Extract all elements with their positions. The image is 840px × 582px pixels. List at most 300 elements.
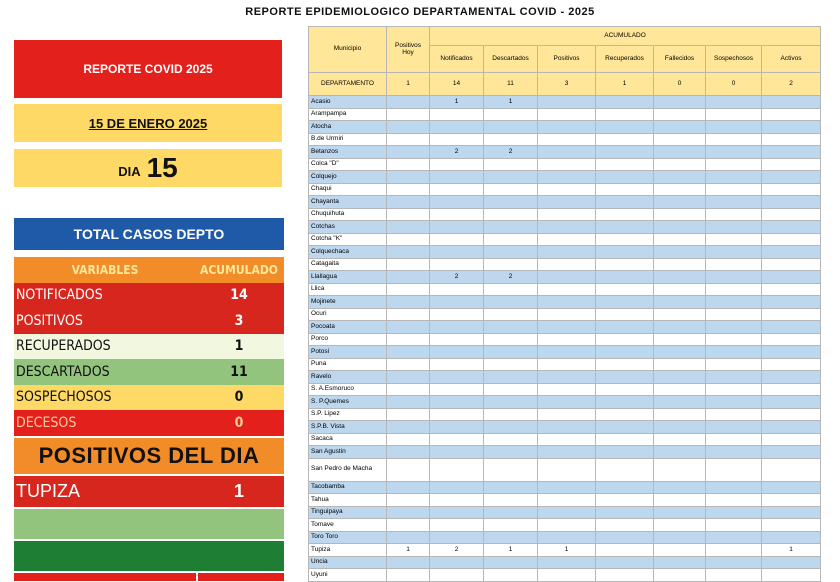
table-row bbox=[309, 481, 821, 494]
table-cell bbox=[387, 321, 430, 334]
table-row bbox=[309, 121, 821, 134]
table-row bbox=[309, 396, 821, 409]
table-cell bbox=[538, 433, 596, 446]
table-cell bbox=[654, 258, 706, 271]
table-cell bbox=[484, 481, 538, 494]
table-cell bbox=[387, 108, 430, 121]
table-cell bbox=[654, 556, 706, 569]
table-cell bbox=[596, 108, 654, 121]
table-cell bbox=[387, 246, 430, 259]
table-cell bbox=[484, 433, 538, 446]
table-cell bbox=[387, 296, 430, 309]
table-row bbox=[309, 246, 821, 259]
table-cell bbox=[762, 196, 821, 209]
table-row bbox=[309, 183, 821, 196]
table-cell bbox=[430, 383, 484, 396]
tupiza-label: TUPIZA bbox=[16, 481, 81, 501]
table-cell bbox=[762, 396, 821, 409]
table-cell bbox=[762, 531, 821, 544]
table-cell bbox=[596, 321, 654, 334]
table-cell bbox=[430, 196, 484, 209]
table-cell bbox=[538, 221, 596, 234]
municipio-name: Atocha bbox=[309, 121, 387, 134]
table-cell bbox=[484, 506, 538, 519]
table-cell bbox=[706, 531, 762, 544]
table-cell bbox=[538, 283, 596, 296]
municipio-name: Uncia bbox=[309, 556, 387, 569]
table-cell bbox=[596, 446, 654, 459]
table-cell bbox=[762, 358, 821, 371]
table-cell bbox=[387, 556, 430, 569]
table-cell bbox=[387, 408, 430, 421]
table-cell bbox=[596, 544, 654, 557]
table-cell bbox=[706, 569, 762, 582]
table-cell bbox=[430, 446, 484, 459]
table-cell bbox=[387, 446, 430, 459]
variable-name: NOTIFICADOS bbox=[16, 287, 103, 304]
table-cell bbox=[596, 346, 654, 359]
table-cell bbox=[706, 346, 762, 359]
table-cell bbox=[596, 233, 654, 246]
table-cell bbox=[387, 433, 430, 446]
table-row bbox=[309, 283, 821, 296]
table-cell bbox=[484, 258, 538, 271]
table-cell bbox=[654, 208, 706, 221]
table-cell bbox=[538, 531, 596, 544]
table-row bbox=[309, 519, 821, 532]
municipio-name: Cotchas bbox=[309, 221, 387, 234]
table-cell bbox=[654, 133, 706, 146]
table-cell bbox=[654, 108, 706, 121]
table-cell bbox=[430, 258, 484, 271]
table-cell bbox=[654, 196, 706, 209]
table-cell bbox=[387, 271, 430, 284]
table-cell bbox=[706, 371, 762, 384]
table-cell bbox=[596, 283, 654, 296]
table-row bbox=[309, 221, 821, 234]
table-row bbox=[309, 296, 821, 309]
table-cell bbox=[596, 296, 654, 309]
report-title: REPORTE EPIDEMIOLOGICO DEPARTAMENTAL COVID - 2025 bbox=[245, 6, 595, 18]
table-cell bbox=[596, 221, 654, 234]
table-cell bbox=[654, 458, 706, 481]
municipio-name: Tinguipaya bbox=[309, 506, 387, 519]
table-cell bbox=[762, 506, 821, 519]
table-cell bbox=[706, 556, 762, 569]
table-cell bbox=[484, 246, 538, 259]
table-cell bbox=[596, 271, 654, 284]
table-cell bbox=[538, 556, 596, 569]
table-cell bbox=[706, 246, 762, 259]
table-cell bbox=[430, 183, 484, 196]
table-row bbox=[309, 196, 821, 209]
municipio-name: Ocuri bbox=[309, 308, 387, 321]
table-cell bbox=[387, 308, 430, 321]
table-cell bbox=[706, 221, 762, 234]
table-cell bbox=[596, 481, 654, 494]
table-cell bbox=[654, 519, 706, 532]
table-cell bbox=[538, 233, 596, 246]
table-cell bbox=[430, 506, 484, 519]
table-cell bbox=[484, 371, 538, 384]
table-row bbox=[309, 371, 821, 384]
table-cell bbox=[538, 506, 596, 519]
table-row bbox=[309, 358, 821, 371]
variable-name: RECUPERADOS bbox=[16, 338, 111, 355]
table-cell bbox=[538, 208, 596, 221]
table-cell bbox=[430, 333, 484, 346]
sub-column-header: Notificados bbox=[430, 46, 484, 73]
municipio-name: S.P. Lipez bbox=[309, 408, 387, 421]
variable-row bbox=[14, 308, 284, 334]
table-cell bbox=[596, 158, 654, 171]
table-cell bbox=[538, 481, 596, 494]
table-cell bbox=[430, 246, 484, 259]
table-row bbox=[309, 321, 821, 334]
table-cell bbox=[387, 506, 430, 519]
municipio-name: Llallagua bbox=[309, 271, 387, 284]
table-cell bbox=[430, 108, 484, 121]
table-cell bbox=[596, 569, 654, 582]
sub-column-header: Positivos bbox=[538, 46, 596, 73]
table-cell bbox=[596, 556, 654, 569]
variable-value: 0 bbox=[234, 414, 244, 431]
municipio-name: Arampampa bbox=[309, 108, 387, 121]
table-row bbox=[309, 333, 821, 346]
table-cell bbox=[538, 121, 596, 134]
table-row bbox=[309, 171, 821, 184]
municipio-name: Toro Toro bbox=[309, 531, 387, 544]
table-row bbox=[309, 271, 821, 284]
table-cell bbox=[538, 246, 596, 259]
table-cell bbox=[538, 333, 596, 346]
departamento-cell: 14 bbox=[430, 73, 484, 96]
table-cell bbox=[762, 133, 821, 146]
municipio-name: B.de Urmiri bbox=[309, 133, 387, 146]
municipio-name: San Pedro de Macha bbox=[309, 458, 387, 481]
table-cell bbox=[387, 171, 430, 184]
municipio-name: Betanzos bbox=[309, 146, 387, 159]
table-row bbox=[309, 346, 821, 359]
table-cell bbox=[654, 396, 706, 409]
table-cell bbox=[484, 458, 538, 481]
table-cell bbox=[484, 396, 538, 409]
table-cell bbox=[706, 358, 762, 371]
day-counter bbox=[14, 149, 282, 187]
table-cell bbox=[538, 96, 596, 109]
table-cell bbox=[654, 433, 706, 446]
table-cell bbox=[762, 183, 821, 196]
municipio-name: Pocoata bbox=[309, 321, 387, 334]
variables-header-row bbox=[14, 257, 284, 283]
table-cell bbox=[706, 408, 762, 421]
table-cell: 1 bbox=[430, 96, 484, 109]
table-row bbox=[309, 146, 821, 159]
table-cell bbox=[706, 506, 762, 519]
municipio-name: S.P.B. Vista bbox=[309, 421, 387, 434]
variable-row bbox=[14, 410, 284, 436]
table-cell bbox=[654, 296, 706, 309]
table-cell bbox=[430, 569, 484, 582]
table-cell bbox=[762, 233, 821, 246]
table-cell bbox=[706, 544, 762, 557]
table-cell bbox=[484, 383, 538, 396]
table-cell bbox=[706, 121, 762, 134]
table-cell bbox=[538, 358, 596, 371]
table-cell bbox=[596, 183, 654, 196]
table-cell bbox=[538, 383, 596, 396]
table-cell bbox=[762, 271, 821, 284]
table-cell bbox=[654, 96, 706, 109]
table-cell bbox=[430, 221, 484, 234]
table-cell bbox=[484, 171, 538, 184]
report-covid-banner: REPORTE COVID 2025 bbox=[14, 40, 282, 98]
table-cell bbox=[654, 333, 706, 346]
table-cell bbox=[484, 308, 538, 321]
table-cell bbox=[387, 396, 430, 409]
variable-value: 11 bbox=[230, 363, 248, 380]
table-cell bbox=[762, 346, 821, 359]
table-cell bbox=[706, 133, 762, 146]
table-cell bbox=[596, 358, 654, 371]
col-positivos-hoy-header: Positivos Hoy bbox=[387, 27, 430, 73]
table-cell bbox=[596, 531, 654, 544]
table-cell bbox=[387, 221, 430, 234]
table-cell bbox=[762, 108, 821, 121]
table-cell bbox=[430, 433, 484, 446]
table-cell bbox=[654, 121, 706, 134]
table-cell bbox=[538, 569, 596, 582]
table-cell: 1 bbox=[538, 544, 596, 557]
table-cell bbox=[538, 371, 596, 384]
table-cell bbox=[596, 458, 654, 481]
table-cell bbox=[538, 458, 596, 481]
table-cell bbox=[706, 183, 762, 196]
table-cell bbox=[654, 346, 706, 359]
municipio-name: Chayanta bbox=[309, 196, 387, 209]
table-cell bbox=[596, 383, 654, 396]
table-cell bbox=[596, 408, 654, 421]
municipio-name: Tupiza bbox=[309, 544, 387, 557]
table-cell bbox=[654, 271, 706, 284]
table-cell bbox=[654, 408, 706, 421]
table-cell bbox=[387, 421, 430, 434]
table-cell bbox=[430, 519, 484, 532]
table-cell bbox=[430, 531, 484, 544]
table-cell bbox=[430, 408, 484, 421]
table-cell bbox=[387, 531, 430, 544]
table-cell bbox=[484, 296, 538, 309]
table-row bbox=[309, 258, 821, 271]
table-cell bbox=[430, 371, 484, 384]
table-cell bbox=[538, 346, 596, 359]
table-cell bbox=[762, 96, 821, 109]
table-cell bbox=[484, 221, 538, 234]
table-row bbox=[309, 233, 821, 246]
table-cell bbox=[538, 396, 596, 409]
table-row bbox=[309, 531, 821, 544]
table-cell bbox=[538, 408, 596, 421]
table-cell bbox=[484, 569, 538, 582]
variable-name: DESCARTADOS bbox=[16, 363, 110, 380]
accumulated-header: ACUMULADO bbox=[200, 262, 278, 277]
table-cell bbox=[706, 421, 762, 434]
table-row bbox=[309, 308, 821, 321]
municipio-name: Llica bbox=[309, 283, 387, 296]
table-row bbox=[309, 383, 821, 396]
table-cell bbox=[706, 433, 762, 446]
table-cell bbox=[706, 296, 762, 309]
table-cell: 1 bbox=[387, 544, 430, 557]
table-cell bbox=[706, 446, 762, 459]
departamento-cell: 11 bbox=[484, 73, 538, 96]
departamento-cell: 0 bbox=[706, 73, 762, 96]
table-cell bbox=[762, 481, 821, 494]
municipio-name: Cotcha "K" bbox=[309, 233, 387, 246]
table-cell bbox=[538, 146, 596, 159]
table-cell bbox=[484, 446, 538, 459]
table-cell bbox=[596, 258, 654, 271]
table-cell bbox=[654, 569, 706, 582]
sub-column-header: Recuperados bbox=[596, 46, 654, 73]
variable-value: 3 bbox=[234, 312, 244, 329]
table-cell bbox=[484, 196, 538, 209]
col-municipio-header: Municipio bbox=[309, 27, 387, 73]
table-cell bbox=[654, 183, 706, 196]
table-cell bbox=[430, 308, 484, 321]
variable-value: 14 bbox=[230, 287, 248, 304]
table-cell bbox=[484, 108, 538, 121]
table-cell bbox=[484, 183, 538, 196]
table-cell bbox=[654, 481, 706, 494]
table-cell bbox=[484, 556, 538, 569]
variable-row bbox=[14, 283, 284, 309]
table-cell bbox=[654, 146, 706, 159]
table-cell bbox=[387, 133, 430, 146]
table-cell bbox=[538, 158, 596, 171]
table-cell bbox=[387, 358, 430, 371]
table-cell bbox=[762, 158, 821, 171]
table-row bbox=[309, 433, 821, 446]
table-cell bbox=[430, 321, 484, 334]
table-row bbox=[309, 96, 821, 109]
table-cell bbox=[387, 196, 430, 209]
departamento-row bbox=[309, 73, 821, 96]
table-cell bbox=[762, 146, 821, 159]
table-cell bbox=[762, 208, 821, 221]
table-cell bbox=[596, 433, 654, 446]
table-cell bbox=[430, 283, 484, 296]
table-cell bbox=[706, 171, 762, 184]
departamento-cell: 0 bbox=[654, 73, 706, 96]
table-cell bbox=[706, 321, 762, 334]
table-cell bbox=[596, 421, 654, 434]
table-cell bbox=[596, 196, 654, 209]
table-cell bbox=[706, 308, 762, 321]
table-cell bbox=[538, 494, 596, 507]
table-row bbox=[309, 133, 821, 146]
table-cell bbox=[654, 383, 706, 396]
table-cell bbox=[654, 246, 706, 259]
table-cell bbox=[706, 258, 762, 271]
table-cell bbox=[596, 371, 654, 384]
total-red-value-cell bbox=[198, 573, 284, 581]
table-cell bbox=[654, 158, 706, 171]
municipio-name: Tacobamba bbox=[309, 481, 387, 494]
table-cell bbox=[430, 458, 484, 481]
table-cell bbox=[706, 333, 762, 346]
empty-dark-green-row bbox=[14, 541, 284, 571]
table-cell bbox=[654, 283, 706, 296]
variable-row bbox=[14, 385, 284, 411]
departamento-cell: 2 bbox=[762, 73, 821, 96]
table-cell bbox=[387, 183, 430, 196]
table-row bbox=[309, 208, 821, 221]
table-cell bbox=[484, 321, 538, 334]
table-cell bbox=[387, 519, 430, 532]
table-cell: 2 bbox=[484, 146, 538, 159]
table-cell bbox=[706, 146, 762, 159]
table-cell bbox=[430, 121, 484, 134]
table-cell bbox=[762, 171, 821, 184]
table-cell bbox=[484, 333, 538, 346]
table-cell bbox=[387, 146, 430, 159]
table-cell bbox=[706, 494, 762, 507]
table-cell bbox=[538, 421, 596, 434]
table-cell bbox=[596, 121, 654, 134]
table-cell bbox=[484, 494, 538, 507]
table-cell bbox=[430, 158, 484, 171]
variable-name: DECESOS bbox=[16, 414, 77, 431]
table-cell bbox=[538, 321, 596, 334]
table-cell bbox=[654, 171, 706, 184]
report-date: 15 DE ENERO 2025 bbox=[14, 104, 282, 142]
table-cell bbox=[596, 519, 654, 532]
table-cell bbox=[596, 333, 654, 346]
table-cell bbox=[654, 308, 706, 321]
municipio-name: Chaqui bbox=[309, 183, 387, 196]
sub-column-header: Fallecidos bbox=[654, 46, 706, 73]
municipio-name: Tomave bbox=[309, 519, 387, 532]
table-row bbox=[309, 569, 821, 582]
table-cell bbox=[596, 396, 654, 409]
variable-value: 0 bbox=[234, 389, 244, 406]
table-cell bbox=[762, 258, 821, 271]
municipio-name: Colquechaca bbox=[309, 246, 387, 259]
table-cell bbox=[484, 208, 538, 221]
col-acumulado-header: ACUMULADO bbox=[430, 27, 821, 46]
table-row bbox=[309, 556, 821, 569]
table-cell bbox=[538, 519, 596, 532]
table-cell bbox=[430, 296, 484, 309]
table-cell bbox=[538, 196, 596, 209]
table-cell bbox=[762, 458, 821, 481]
table-cell bbox=[538, 183, 596, 196]
table-cell bbox=[387, 346, 430, 359]
variables-table bbox=[14, 257, 284, 436]
municipio-name: Mojinete bbox=[309, 296, 387, 309]
table-cell bbox=[654, 358, 706, 371]
table-cell bbox=[654, 494, 706, 507]
municipios-table bbox=[308, 26, 821, 582]
variable-name: POSITIVOS bbox=[16, 312, 83, 329]
table-cell bbox=[484, 421, 538, 434]
table-cell bbox=[762, 408, 821, 421]
table-cell bbox=[706, 233, 762, 246]
table-cell bbox=[387, 494, 430, 507]
table-cell bbox=[762, 383, 821, 396]
table-cell: 1 bbox=[484, 96, 538, 109]
